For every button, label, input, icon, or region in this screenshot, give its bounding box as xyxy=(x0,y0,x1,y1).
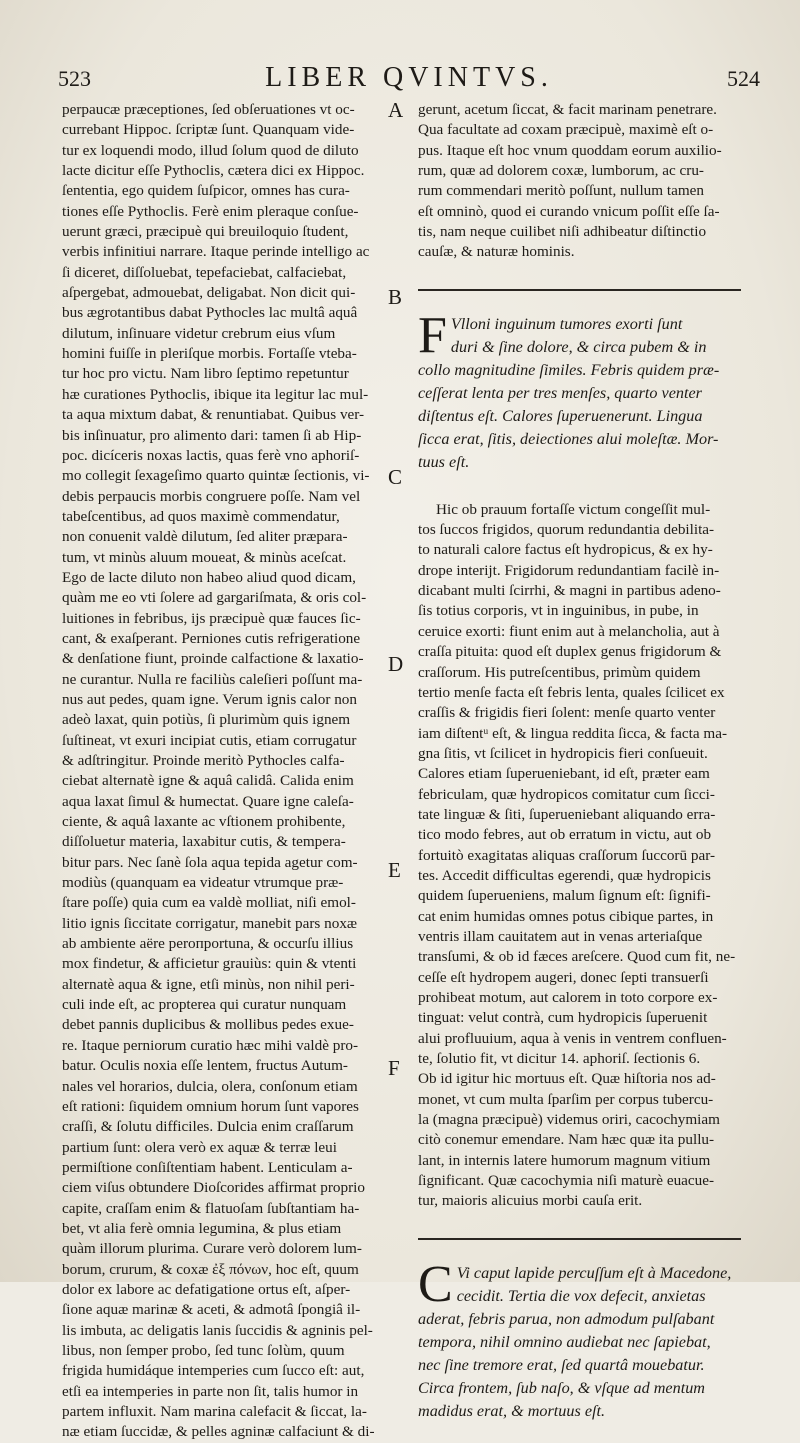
text-line: madidus erat, & mortuus eſt. xyxy=(418,1401,606,1420)
text-line: tempora, nihil omnino audiebat nec ſapiebat, xyxy=(418,1332,711,1351)
text-line: alui profluuium, aqua à venis in ventrem confluen- xyxy=(418,1029,727,1047)
text-line: dilutum, inſinuare videtur crebrum eius vſum xyxy=(62,324,336,342)
text-line: duri & ſine dolore, & circa pubem & in xyxy=(450,337,707,356)
right-column xyxy=(418,100,741,1423)
text-line: aſpergebat, admouebat, deligabat. Non dicit qui- xyxy=(62,284,356,302)
section-divider xyxy=(418,289,741,291)
text-line: litio ignis ſiccitate corrigatur, manebit pars noxæ xyxy=(62,914,358,932)
text-line: uerunt græci, præcipuè qui breuiloquio ſtudent, xyxy=(62,223,349,241)
margin-letter: D xyxy=(388,652,404,676)
text-line: ciem viſus obtundere Dioſcorides affirmat proprio xyxy=(62,1179,365,1197)
text-line: mox findetur, & afficietur grauiùs: quin & vtenti xyxy=(62,955,357,973)
text-line: tes. Accedit difficultas egerendi, quæ hydropicis xyxy=(418,866,711,884)
text-line: pus. Itaque eſt hoc vnum quoddam eorum auxilio- xyxy=(418,141,722,159)
margin-letter: B xyxy=(388,285,403,309)
text-line: currebant Hippoc. ſcriptæ ſunt. Quanquam vide- xyxy=(62,121,355,139)
text-line: lacte dicitur eſſe Pythoclis, cætera dici ex Hippoc. xyxy=(62,162,365,180)
text-line: tico modo febres, aut ob erratum in victu, aut ob xyxy=(418,826,712,844)
text-line: to naturali calore factus eſt hydropicus, & ex hy- xyxy=(418,541,713,559)
margin-letter: F xyxy=(388,1056,400,1080)
text-line: nales vel horarios, dulcia, olera, conſonum etiam xyxy=(62,1077,358,1095)
left-column xyxy=(62,100,392,1443)
text-line: Qua facultate ad coxam præcipuè, maximè eſt o- xyxy=(418,121,714,139)
text-line: & denſatione fiunt, proinde calfactione & laxatio- xyxy=(62,650,364,668)
text-line: & adſtringitur. Proinde meritò Pythocles calfa- xyxy=(62,752,345,769)
text-line: quàm me eo vti ſolere ad gargariſmata, & oris col- xyxy=(62,589,367,607)
text-line: dolor ex labore ac defatigatione ortus eſt, aſper- xyxy=(62,1280,351,1298)
text-line: craſſi, & ſolutu difficiles. Dulcia enim craſſarum xyxy=(62,1118,354,1136)
text-line: homini fuiſſe in pleriſque morbis. Fortaſſe vteba- xyxy=(62,345,357,363)
margin-letter: E xyxy=(388,858,401,882)
text-line: bis inſinuatur, pro alimento dari: tamen ſi ab Hip- xyxy=(62,426,362,444)
text-line: debis perpaucis morbis congruere poſſe. Nam vel xyxy=(62,487,361,505)
case-history-fulloni xyxy=(418,306,741,474)
text-line: Circa frontem, ſub naſo, & vſque ad mentum xyxy=(418,1378,705,1397)
text-line: ceſſe eſt hydropem augeri, donec ſepti transuerſi xyxy=(418,968,709,986)
text-line: nec ſine tremore erat, ſed quartâ mouebatur. xyxy=(418,1355,705,1374)
text-line: ceruice exorti: fiunt enim aut à melancholia, aut à xyxy=(418,622,720,640)
text-line: Vi caput lapide percuſſum eſt à Macedone, xyxy=(456,1263,732,1282)
text-line: Hic ob prauum fortaſſe victum congeſſit mul- xyxy=(436,500,711,518)
text-line: ne curantur. Nulla re faciliùs caleſieri poſſunt ma- xyxy=(62,670,363,688)
text-line: monet, vt cum multa ſparſim per corpus tubercu- xyxy=(418,1090,714,1108)
text-line: partem influxit. Nam marina calefacit & ſiccat, la- xyxy=(62,1403,367,1420)
text-line: adeò laxat, quin potiùs, ſi plurimùm quis ignem xyxy=(62,711,351,729)
text-line: ſi diceret, diſſoluebat, tepefaciebat, calfaciebat, xyxy=(62,263,347,281)
page-number-right: 524 xyxy=(727,66,760,91)
intro-paragraph xyxy=(418,100,741,263)
text-line: ſtare poſſe) quia cum ea valdè molliat, niſi emol- xyxy=(62,894,356,912)
text-line: lis imbuta, ac deligatis lanis ſuccidis & agninis pel- xyxy=(62,1321,373,1339)
running-title: LIBER QVINTVS. xyxy=(265,62,553,93)
text-line: eſt omninò, quod ei curando vnicum poſſit eſſe ſa- xyxy=(418,202,720,220)
text-line: alternatè aqua & igne, etſi minùs, non nihil peri- xyxy=(62,975,355,993)
text-line: aqua laxat ſimul & humectat. Quare igne caleſa- xyxy=(62,792,354,810)
page-number-left: 523 xyxy=(58,66,91,91)
text-line: borum, crurum, & coxæ ἐξ πόνων, hoc eſt, quum xyxy=(62,1260,359,1278)
text-line: ciente, & aquâ laxante ac vſtionem prohibente, xyxy=(62,813,346,831)
text-line: tiones eſſe Pythoclis. Ferè enim pleraque conſue- xyxy=(62,202,359,220)
text-line: lant, in internis latere humorum magnum vitium xyxy=(418,1151,711,1169)
text-line: citò conemur emendare. Nam hæc quæ ita pullu- xyxy=(418,1131,715,1149)
text-line: prohibeat motum, aut calorem in toto corpore ex- xyxy=(418,989,718,1006)
text-line: quàm illorum plurima. Curare verò dolorem lum- xyxy=(62,1240,362,1258)
text-line: tabeſcentibus, ad quos maximè commendatur, xyxy=(62,507,340,525)
text-line: partium ſunt: olera verò ex aquæ & terræ leui xyxy=(62,1138,337,1156)
text-line: nus aut pedes, quam igne. Verum ignis calor non xyxy=(62,690,357,708)
text-line: ſicca erat, ſitis, deiectiones alui moleſtæ. Mor- xyxy=(418,429,719,448)
text-line: tinguat: velut contrà, cum hydropicis ſuperuenit xyxy=(418,1009,708,1027)
text-line: ſuſtineat, vt exuri incipiat cutis, etiam corrugatur xyxy=(62,731,357,749)
text-line: cant, & exaſperant. Perniones cutis refrigeratione xyxy=(62,629,361,647)
text-line: Ob id igitur hic mortuus eſt. Quæ hiſtoria nos ad- xyxy=(418,1070,716,1088)
text-line: gerunt, acetum ſiccat, & facit marinam penetrare. xyxy=(418,101,717,118)
text-line: luitiones in febribus, ijs præcipuè quæ fauces ſic- xyxy=(62,609,361,627)
commentary-paragraph xyxy=(418,500,741,1212)
text-line: bus ægrotantibus dabat Pythocles lac multâ aquâ xyxy=(62,304,358,322)
text-line: hæ curationes Pythoclis, ibique ita legitur lac mul- xyxy=(62,385,369,403)
text-line: quidem ſuperueniens, malum ſignum eſt: ſignifi- xyxy=(418,887,711,905)
text-line: libus, non ſemper probo, ſed tunc ſolùm, quum xyxy=(62,1341,345,1359)
drop-cap: F xyxy=(418,306,447,364)
text-line: craſſis & frigidis fieri ſolent: menſe quarto venter xyxy=(418,704,716,722)
text-line: Vlloni inguinum tumores exorti ſunt xyxy=(450,314,683,333)
text-line: diſtentus eſt. Calores ſuperuenerunt. Lingua xyxy=(418,406,703,425)
margin-letter: C xyxy=(388,465,403,489)
section-divider xyxy=(418,1238,741,1240)
text-line: etſi ea intemperies in parte non ſit, talis humor in xyxy=(62,1382,359,1400)
text-line: poc. dicíceris noxas lactis, quas ferè vno aphoriſ- xyxy=(62,446,360,464)
text-line: tur hoc pro victu. Nam libro ſeptimo repetuntur xyxy=(62,365,349,383)
text-line: tertio menſe facta eſt febris lenta, quales ſcilicet ex xyxy=(418,683,725,701)
text-line: transſumi, & ob id fæces areſcere. Quod cum fit, ne- xyxy=(418,948,736,966)
page-header xyxy=(58,62,760,100)
text-line: perpaucæ præceptiones, ſed obſeruationes vt oc- xyxy=(62,101,355,118)
text-line: dicabant multi ſcirrhi, & magni in partibus adeno- xyxy=(418,582,721,600)
text-line: verbis infinitiui narrare. Itaque perinde intelligo ac xyxy=(62,243,370,261)
text-line: cat enim humidas omnes potus cibique partes, in xyxy=(418,907,714,925)
text-line: ſis totius corporis, vt in inguinibus, in pube, in xyxy=(418,602,699,620)
text-line: ventris illam cauitatem aut in venas arteriaſque xyxy=(418,927,703,945)
text-line: drope interijt. Frigidorum redundantiam facilè in- xyxy=(418,561,720,579)
drop-cap: C xyxy=(418,1255,453,1313)
text-line: rum, quæ ad dolorem coxæ, lumborum, ac cru- xyxy=(418,162,704,180)
text-line: ſignificant. Quæ cacochymia niſi maturè euacue- xyxy=(418,1172,715,1190)
text-line: tuus eſt. xyxy=(418,452,470,471)
text-line: febriculam, quæ hydropicos comitatur cum ſicci- xyxy=(418,785,715,803)
text-line: re. Itaque perniorum curatio hæc mihi valdè pro- xyxy=(62,1036,359,1054)
text-line: permiſtione conſiſtentiam habent. Lenticulam a- xyxy=(62,1158,353,1176)
text-line: tur ex loquendi modo, illud ſolum quod de diluto xyxy=(62,141,359,159)
text-line: frigida humidáque intemperies cum ſucco eſt: aut, xyxy=(62,1362,365,1380)
text-line: aderat, febris parua, non admodum pulſabant xyxy=(418,1309,715,1328)
text-line: craſſorum. His putreſcentibus, primùm quidem xyxy=(418,663,701,681)
text-line: rum commendari meritò poſſunt, nullum tamen xyxy=(418,182,704,200)
text-line: tum, vt minùs aluum moueat, & minùs aceſcat. xyxy=(62,548,347,566)
text-line: te, ſolutio fit, vt dicitur 14. aphoriſ. ſectionis 6. xyxy=(418,1050,701,1068)
text-line: ab ambiente aëre perопportuna, & occurſu illius xyxy=(62,935,354,953)
text-line: debet pannis duplicibus & mollibus pedes exue- xyxy=(62,1016,354,1034)
text-line: tis, nam neque cuilibet niſi adhibeatur diſtinctio xyxy=(418,223,707,241)
text-line: ſione aquæ marinæ & aceti, & admotâ ſpongiâ il- xyxy=(62,1301,361,1319)
text-line: Calores etiam ſuperueniebant, id eſt, præter eam xyxy=(418,765,710,783)
text-line: craſſa pituita: quod eſt duplex genus frigidorum & xyxy=(418,643,722,661)
text-line: iam diſtentᵘ eſt, & lingua reddita ſicca, & facta ma- xyxy=(418,724,728,742)
text-line: modiùs (quanquam ea videatur vtrumque præ- xyxy=(62,874,344,892)
text-line: non conuenit valdè dilutum, ſed aliter præpara- xyxy=(62,528,348,546)
text-line: tate linguæ & ſiti, ſuperueniebant aliquando erra- xyxy=(418,805,716,823)
text-line: cauſæ, & naturæ hominis. xyxy=(418,243,575,261)
text-line: tos ſuccos frigidos, quorum redundantia debilita- xyxy=(418,521,715,539)
text-line: mo collegit ſexageſimo quarto quintæ ſectionis, vi- xyxy=(62,467,370,485)
text-line: fortuitò exagitatas aliquas craſſorum ſuccorū par- xyxy=(418,846,716,864)
text-line: cecidit. Tertia die vox defecit, anxietas xyxy=(456,1286,706,1305)
text-line: Ego de lacte diluto non habeo aliud quod dicam, xyxy=(62,568,356,586)
text-line: ceſſerat lenta per tres menſes, quarto venter xyxy=(418,383,702,402)
text-line: gna ſitis, vt ſcilicet in hydropicis fieri conſueuit. xyxy=(418,744,708,762)
text-line: bitur pars. Nec ſanè ſola aqua tepida agetur com- xyxy=(62,853,358,871)
text-line: tur, maioris alicuius morbi cauſa erit. xyxy=(418,1192,643,1210)
text-line: capite, craſſam enim & flatuoſam ſubſtantiam ha- xyxy=(62,1199,360,1217)
text-line: næ etiam ſuccidæ, & pelles agninæ calfaciunt & di- xyxy=(62,1423,375,1441)
text-line: collo magnitudine ſimiles. Febris quidem præ- xyxy=(418,360,720,379)
text-line: ciebat alternatè igne & aquâ calidâ. Calida enim xyxy=(62,772,354,790)
text-line: ta aqua mixtum dabat, & renuntiabat. Quibus ver- xyxy=(62,406,365,424)
text-line: batur. Oculis noxia eſſe lentem, fructus Autum- xyxy=(62,1057,348,1075)
text-line: culi inde eſt, ac propterea qui curatur nunquam xyxy=(62,996,347,1014)
text-line: bet, vt alia ferè omnia legumina, & plus etiam xyxy=(62,1219,342,1237)
text-line: ſententia, ego quidem ſuſpicor, omnes has cura- xyxy=(62,182,350,200)
case-history-head-injury xyxy=(418,1255,741,1423)
margin-letter: A xyxy=(388,98,404,122)
text-line: eſt rationi: ſiquidem omnium horum ſunt vapores xyxy=(62,1097,359,1115)
text-line: diſſoluetur materia, laxabitur cutis, & tempera- xyxy=(62,833,346,851)
text-line: la (magna præcipuè) videmus oriri, cacochymiam xyxy=(418,1111,720,1129)
